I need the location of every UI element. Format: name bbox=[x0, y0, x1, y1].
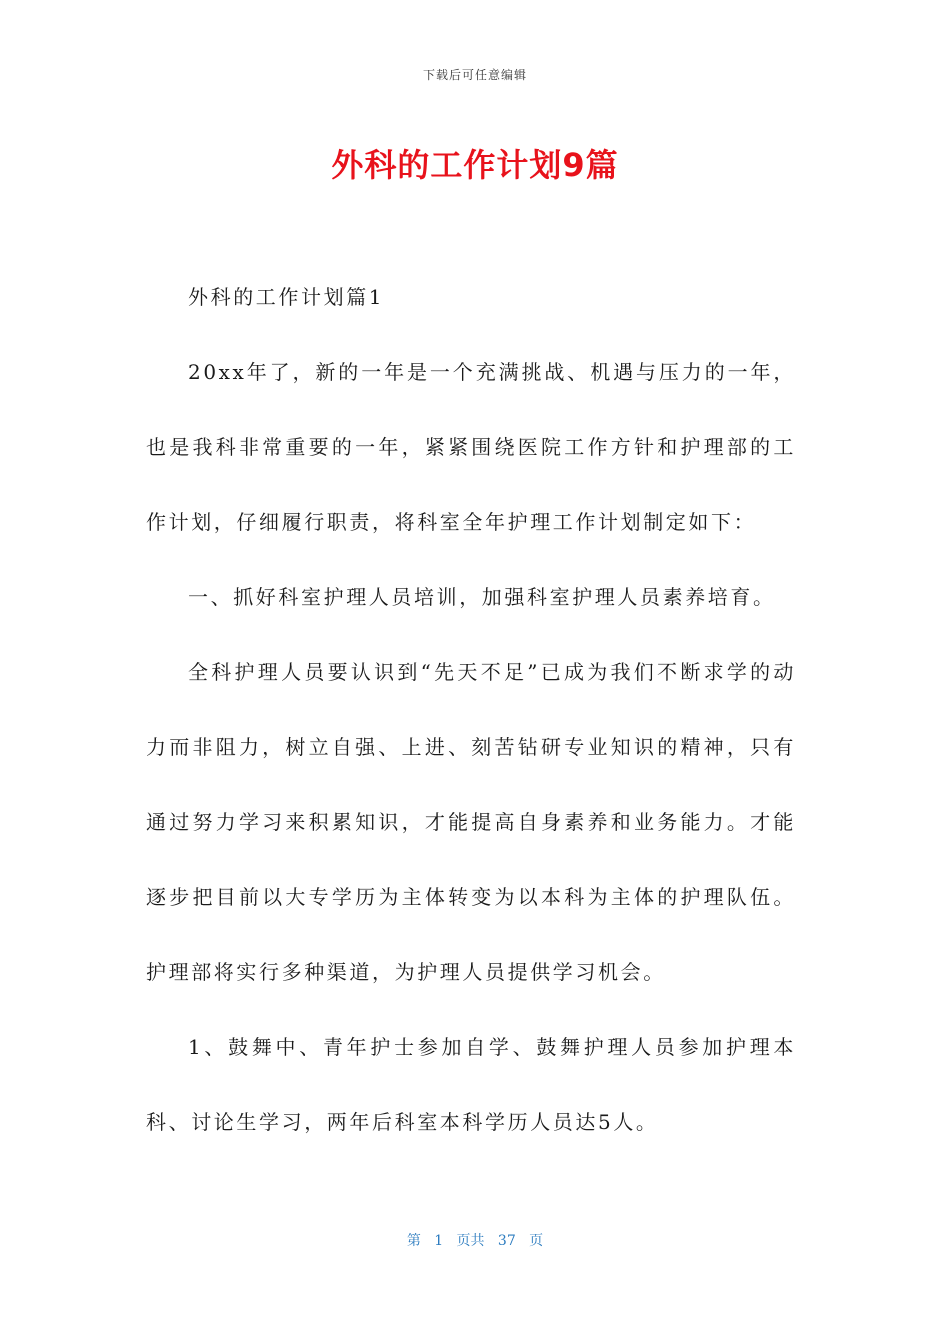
footer-suffix: 页 bbox=[529, 1233, 544, 1249]
footer-mid: 页共 bbox=[456, 1233, 485, 1249]
document-body bbox=[146, 260, 796, 1160]
paragraph: 1、鼓舞中、青年护士参加自学、鼓舞护理人员参加护理本科、讨论生学习，两年后科室本科学历人员达5人。 bbox=[146, 1035, 796, 1134]
header-note: 下载后可任意编辑 bbox=[422, 68, 527, 82]
page-footer bbox=[0, 1230, 950, 1250]
paragraph: 20xx年了，新的一年是一个充满挑战、机遇与压力的一年，也是我科非常重要的一年，紧紧围绕医院工作方针和护理部的工作计划，仔细履行职责，将科室全年护理工作计划制定如下： bbox=[146, 360, 796, 534]
paragraph: 一、抓好科室护理人员培训，加强科室护理人员素养培育。 bbox=[188, 585, 776, 609]
document-title: 外科的工作计划9篇 bbox=[331, 146, 619, 184]
footer-prefix: 第 bbox=[406, 1233, 421, 1249]
section-heading: 外科的工作计划篇1 bbox=[188, 285, 385, 309]
total-pages-number: 37 bbox=[497, 1233, 516, 1249]
paragraph: 全科护理人员要认识到“先天不足”已成为我们不断求学的动力而非阻力，树立自强、上进、刻苦钻研专业知识的精神，只有通过努力学习来积累知识，才能提高自身素养和业务能力。才能逐步把目前以大专学历为主体转变为以本科为主体的护理队伍。护理部将实行多种渠道，为护理人员提供学习机会。 bbox=[146, 660, 796, 984]
current-page-number: 1 bbox=[434, 1233, 444, 1249]
